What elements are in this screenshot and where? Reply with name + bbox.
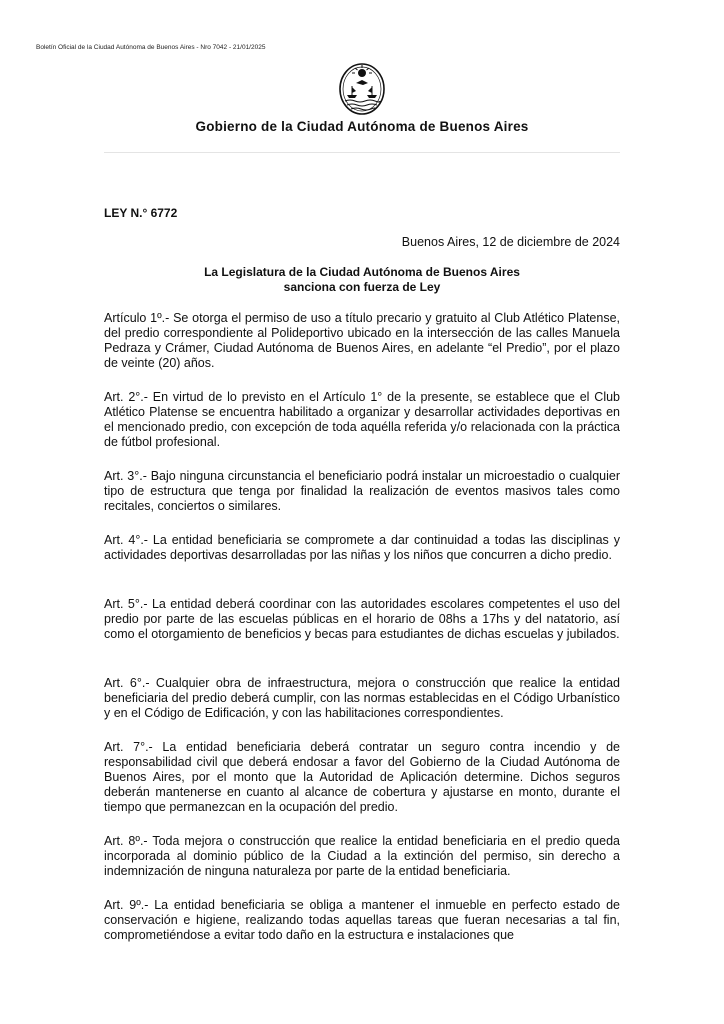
enactment-formula	[104, 265, 620, 295]
article-2: Art. 2°.- En virtud de lo previsto en el Artículo 1° de la presente, se establece que el Club Atlético Platense se encuentra habilitado a organizar y desarrollar actividades deportivas en el mencionado predio, con excepción de toda aquélla referida y/o relacionada con la práctica de fútbol profesional.	[104, 390, 620, 449]
enactment-line-2: sanciona con fuerza de Ley	[283, 280, 441, 294]
law-date: Buenos Aires, 12 de diciembre de 2024	[401, 235, 620, 249]
government-title: Gobierno de la Ciudad Autónoma de Buenos Aires	[195, 119, 529, 134]
article-4: Art. 4°.- La entidad beneficiaria se compromete a dar continuidad a todas las disciplinas y actividades deportivas desarrolladas por las niñas y los niños que concurren a dicho predio.	[104, 533, 620, 562]
law-number: LEY N.° 6772	[104, 206, 178, 220]
bulletin-header: Boletín Oficial de la Ciudad Autónoma de Buenos Aires - Nro 7042 - 21/01/2025	[36, 44, 266, 51]
article-1: Artículo 1º.- Se otorga el permiso de uso a título precario y gratuito al Club Atlético Platense, del predio correspondiente al Polideportivo ubicado en la intersección de las calles Manuela Pedraza y Crámer, Ciudad Autónoma de Buenos Aires, en adelante “el Predio”, por el plazo de veinte (20) años.	[104, 311, 620, 370]
articles-body	[104, 311, 620, 962]
article-3: Art. 3°.- Bajo ninguna circunstancia el beneficiario podrá instalar un microestadio o cualquier tipo de estructura que tenga por finalidad la realización de eventos masivos tales como recitales, conciertos o similares.	[104, 469, 620, 513]
article-9: Art. 9º.- La entidad beneficiaria se obliga a mantener el inmueble en perfecto estado de conservación e higiene, realizando todas aquellas tareas que fueran necesarias a tal fin, comprometiéndose a evitar todo daño en la estructura e instalaciones que	[104, 898, 620, 942]
enactment-line-1: La Legislatura de la Ciudad Autónoma de Buenos Aires	[204, 265, 520, 279]
article-5: Art. 5°.- La entidad deberá coordinar con las autoridades escolares competentes el uso del predio por parte de las escuelas públicas en el horario de 08hs a 17hs y del natatorio, así como el otorgamiento de beneficios y becas para estudiantes de dichas escuelas y jubilados.	[104, 597, 620, 641]
article-7: Art. 7°.- La entidad beneficiaria deberá contratar un seguro contra incendio y de responsabilidad civil que deberá endosar a favor del Gobierno de la Ciudad Autónoma de Buenos Aires, por el monto que la Autoridad de Aplicación determine. Dichos seguros deberán mantenerse en cuanto al alcance de cobertura y ajustarse en monto, durante el tiempo que permanezcan en la ocupación del predio.	[104, 740, 620, 814]
article-6: Art. 6°.- Cualquier obra de infraestructura, mejora o construcción que realice la entidad beneficiaria del predio deberá cumplir, con las normas establecidas en el Código Urbanístico y en el Código de Edificación, y con las habilitaciones correspondientes.	[104, 676, 620, 720]
buenos-aires-coat-of-arms-icon	[338, 59, 386, 116]
header-divider	[104, 152, 620, 153]
article-8: Art. 8º.- Toda mejora o construcción que realice la entidad beneficiaria en el predio queda incorporada al dominio público de la Ciudad a la extinción del permiso, sin derecho a indemnización de ninguna naturaleza por parte de la entidad beneficiaria.	[104, 834, 620, 878]
